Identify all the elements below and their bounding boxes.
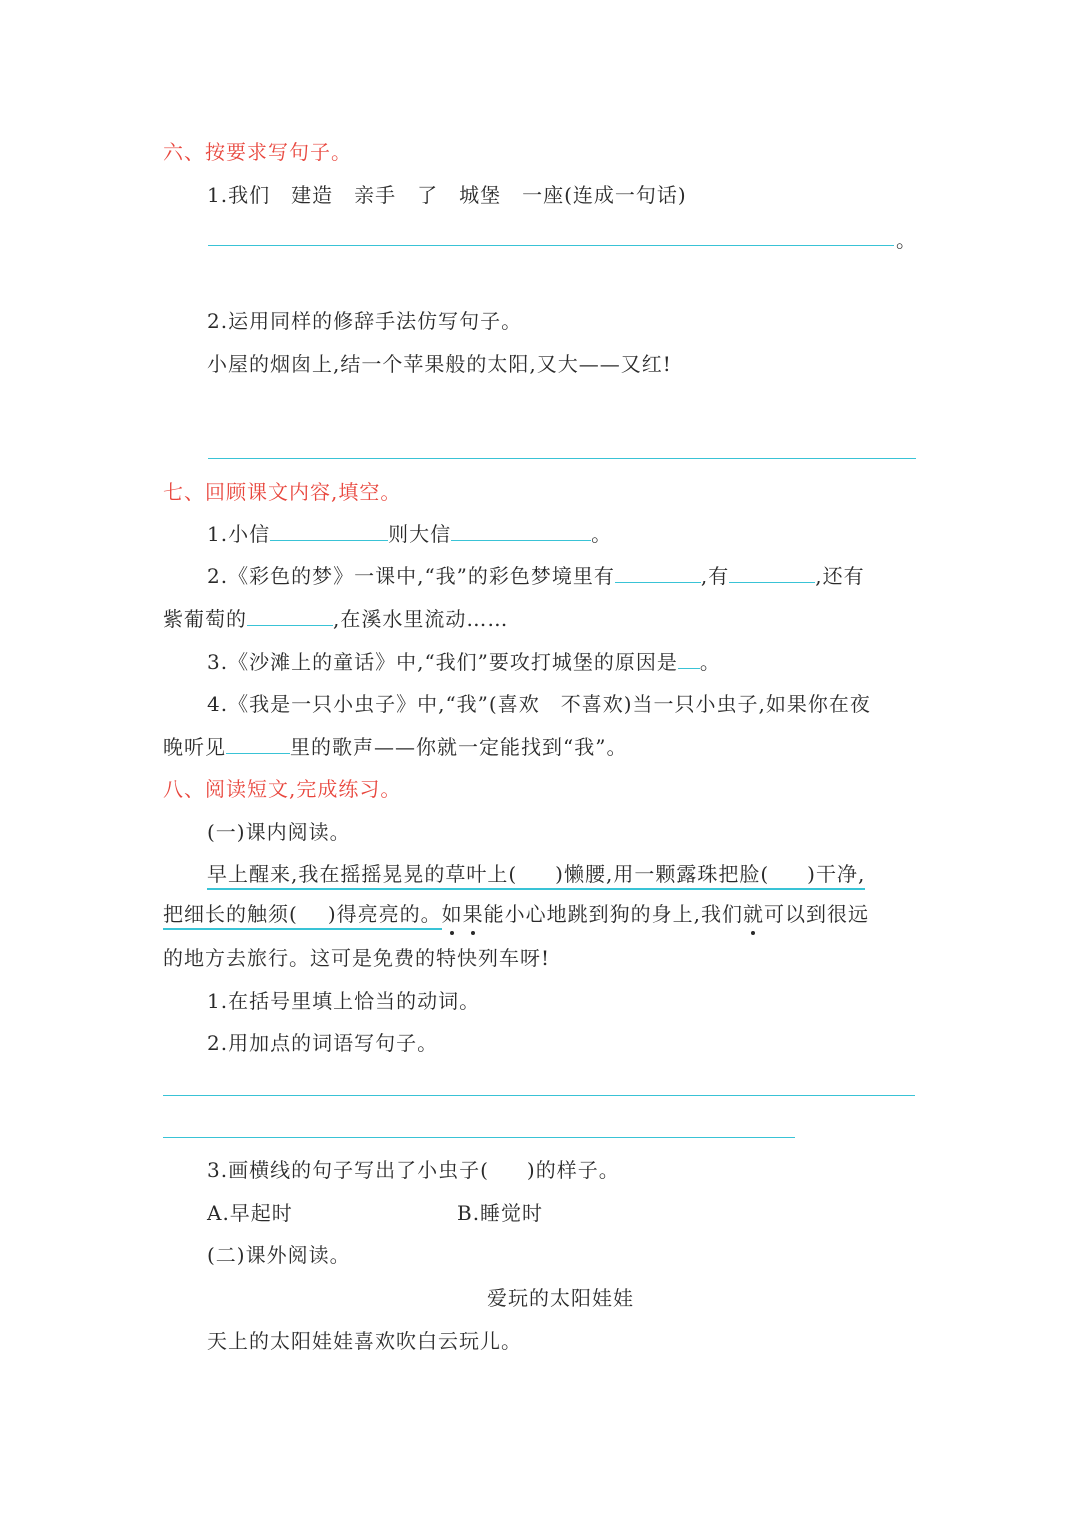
section-6-question-1: 1.我们 建造 亲手 了 城堡 一座(连成一句话) <box>207 183 687 207</box>
q8-3-text-b: )的样子。 <box>526 1158 620 1182</box>
section-7-question-4: 4.《我是一只小虫子》中,“我”(喜欢 不喜欢)当一只小虫子,如果你在夜 <box>207 692 871 716</box>
option-a[interactable]: A.早起时 <box>207 1201 293 1225</box>
q7-3-text-a: 3.《沙滩上的童话》中,“我们”要攻打城堡的原因是 <box>207 650 678 674</box>
answer-line-6-1-period: 。 <box>896 228 917 252</box>
answer-line-8-2-a[interactable] <box>163 1095 915 1096</box>
blank-7-2-b[interactable] <box>729 564 815 583</box>
q7-4-text-b: 晚听见 <box>163 735 226 759</box>
q7-3-text-b: 。 <box>699 650 721 674</box>
dotted-word-ru: 如 <box>441 902 463 926</box>
section-7-question-2-cont <box>163 605 508 633</box>
passage-line-3: 的地方去旅行。这可是免费的特快列车呀! <box>163 946 551 970</box>
passage-text-1a: 早上醒来,我在摇摇晃晃的草叶上( <box>207 862 518 886</box>
passage-text-2b: )得亮亮的。 <box>327 902 442 926</box>
reading-part-2-title: (二)课外阅读。 <box>207 1243 351 1267</box>
section-8-question-1: 1.在括号里填上恰当的动词。 <box>207 989 481 1013</box>
section-7-question-3 <box>207 648 721 676</box>
passage-text-1c: )干净, <box>807 862 866 886</box>
section-8-question-3 <box>207 1156 620 1184</box>
underlined-sentence-part-1 <box>207 862 865 890</box>
blank-7-1-b[interactable] <box>451 522 591 541</box>
passage-text-1b: )懒腰,用一颗露珠把脸( <box>555 862 770 886</box>
section-6-title: 六、按要求写句子。 <box>163 140 352 164</box>
answer-line-8-2-b[interactable] <box>163 1137 795 1138</box>
option-b[interactable]: B.睡觉时 <box>457 1201 544 1225</box>
reading-part-1-title: (一)课内阅读。 <box>207 820 351 844</box>
section-6-question-2: 2.运用同样的修辞手法仿写句子。 <box>207 309 523 333</box>
q7-2-text-d: 紫葡萄的 <box>163 607 247 631</box>
section-7-question-1 <box>207 520 612 548</box>
section-7-title: 七、回顾课文内容,填空。 <box>163 480 402 504</box>
section-8-question-2: 2.用加点的词语写句子。 <box>207 1031 439 1055</box>
underlined-sentence-part-2 <box>163 902 442 930</box>
section-6-example-sentence: 小屋的烟囱上,结一个苹果般的太阳,又大——又红! <box>207 352 672 376</box>
section-7-question-2 <box>207 562 865 590</box>
blank-7-2-a[interactable] <box>615 564 701 583</box>
passage-line-1 <box>207 860 865 888</box>
q7-1-text-c: 。 <box>591 522 613 546</box>
q7-2-text-e: ,在溪水里流动…… <box>333 607 509 631</box>
q7-1-text-a: 1.小信 <box>207 522 271 546</box>
story-paragraph-1: 天上的太阳娃娃喜欢吹白云玩儿。 <box>207 1329 522 1353</box>
passage-text-2a: 把细长的触须( <box>163 902 298 926</box>
q7-4-text-c: 里的歌声——你就一定能找到“我”。 <box>290 735 628 759</box>
blank-7-3[interactable] <box>678 650 700 669</box>
q7-1-text-b: 则大信 <box>388 522 452 546</box>
dotted-word-guo: 果 <box>462 902 484 926</box>
story-title: 爱玩的太阳娃娃 <box>487 1286 634 1310</box>
q8-3-text-a: 3.画横线的句子写出了小虫子( <box>207 1158 489 1182</box>
q7-2-text-b: ,有 <box>700 564 730 588</box>
section-7-question-4-cont <box>163 733 627 761</box>
dotted-word-jiu: 就 <box>742 902 764 926</box>
blank-7-2-c[interactable] <box>247 607 333 626</box>
answer-line-6-2[interactable] <box>208 458 916 459</box>
q7-2-text-a: 2.《彩色的梦》一课中,“我”的彩色梦境里有 <box>207 564 615 588</box>
passage-text-2g: 可以到很远 <box>763 902 869 926</box>
section-8-title: 八、阅读短文,完成练习。 <box>163 777 402 801</box>
passage-line-2 <box>163 900 869 928</box>
passage-text-2e: 能小心地跳到狗的身上,我们 <box>483 902 743 926</box>
blank-7-1-a[interactable] <box>270 522 388 541</box>
answer-line-6-1[interactable] <box>208 245 894 246</box>
blank-7-4[interactable] <box>226 735 290 754</box>
q7-2-text-c: ,还有 <box>815 564 865 588</box>
